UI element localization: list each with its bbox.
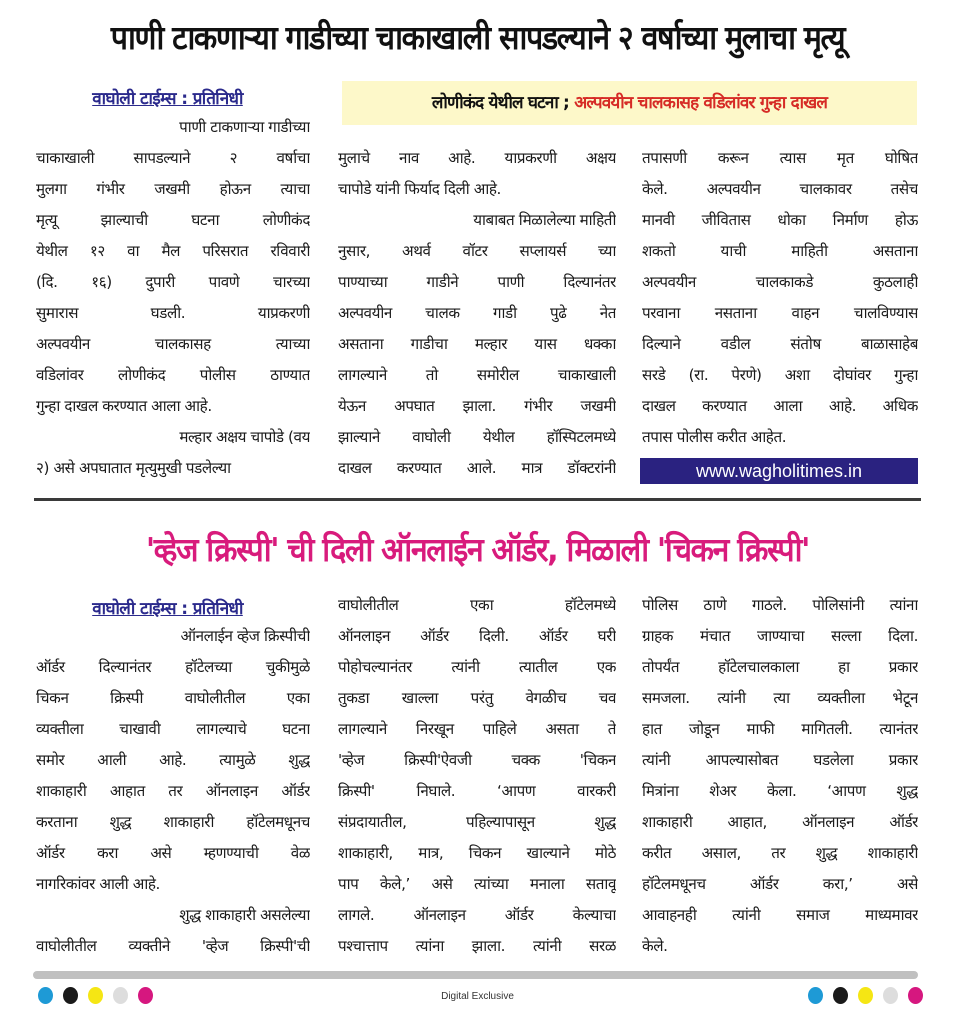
text-line: करताना शुद्ध शाकाहारी हॉटेलमधूनच	[36, 813, 310, 831]
text-line: पाप केले,’ असे त्यांच्या मनाला सतावू	[338, 875, 616, 893]
text-line: ऑनलाईन व्हेज क्रिस्पीची	[180, 627, 310, 645]
text-line: तुकडा खाल्ला परंतु वेगळीच चव	[338, 689, 616, 707]
text-line: शकतो याची माहिती असताना	[642, 242, 918, 260]
text-line: आवाहनही त्यांनी समाज माध्यमावर	[642, 906, 918, 924]
article1-headline: पाणी टाकणाऱ्या गाडीच्या चाकाखाली सापडल्याने २ वर्षाच्या मुलाचा मृत्यू	[110, 18, 845, 57]
text-line: असताना गाडीचा मल्हार यास धक्का	[338, 335, 616, 353]
text-line: चाकाखाली सापडल्याने २ वर्षाचा	[36, 149, 310, 167]
text-line: शाकाहारी, मात्र, चिकन खाल्याने मोठे	[338, 844, 616, 862]
text-line: शाकाहारी आहात, ऑनलाइन ऑर्डर	[642, 813, 918, 831]
article1-subhead	[342, 90, 917, 113]
footer-label: Digital Exclusive	[441, 991, 514, 1002]
text-line: दाखल करण्यात आला आहे. अधिक	[642, 397, 918, 415]
subhead-summary: अल्पवयीन चालकासह वडिलांवर गुन्हा दाखल	[574, 93, 828, 113]
text-line: 'व्हेज क्रिस्पी'ऐवजी चक्क 'चिकन	[338, 751, 616, 769]
text-line: ग्राहक मंचात जाण्याचा सल्ला दिला.	[642, 627, 918, 645]
article1-byline: वाघोली टाईम्स : प्रतिनिधी	[92, 89, 243, 109]
text-line: शुद्ध शाकाहारी असलेल्या	[179, 906, 310, 924]
article2-column-3	[642, 590, 918, 962]
text-line: पश्चात्ताप त्यांना झाला. त्यांनी सरळ	[338, 937, 616, 955]
subhead-location: लोणीकंद येथील घटना ;	[431, 93, 570, 113]
text-line: केले.	[642, 937, 668, 955]
text-line: मित्रांना शेअर केला. ‘आपण शुद्ध	[642, 782, 918, 800]
text-line: नागरिकांवर आली आहे.	[36, 875, 160, 893]
footer-bar	[33, 971, 918, 979]
text-line: पाण्याच्या गाडीने पाणी दिल्यानंतर	[338, 273, 616, 291]
text-line: सुमारास घडली. याप्रकरणी	[36, 304, 310, 322]
text-line: संप्रदायातील, पहिल्यापासून शुद्ध	[338, 813, 616, 831]
text-line: हॉटेलमधूनच ऑर्डर करा,’ असे	[642, 875, 918, 893]
text-line: ऑर्डर दिल्यानंतर हॉटेलच्या चुकीमुळे	[36, 658, 310, 676]
text-line: झाल्याने वाघोली येथील हॉस्पिटलमध्ये	[338, 428, 616, 446]
text-line: तपासणी करून त्यास मृत घोषित	[642, 149, 918, 167]
article2-column-2	[338, 590, 616, 962]
text-line: समजला. त्यांनी त्या व्यक्तीला भेटून	[642, 689, 918, 707]
article1-column-3	[642, 143, 918, 453]
article2-column-1	[36, 621, 310, 962]
text-line: (दि. १६) दुपारी पावणे चारच्या	[36, 273, 310, 291]
text-line: लागल्याने निरखून पाहिले असता ते	[338, 720, 616, 738]
text-line: लागल्याने तो समोरील चाकाखाली	[338, 366, 616, 384]
text-line: सरडे (रा. पेरणे) अशा दोघांवर गुन्हा	[642, 366, 918, 384]
article1-column-2	[338, 143, 616, 484]
text-line: शाकाहारी आहात तर ऑनलाइन ऑर्डर	[36, 782, 310, 800]
text-line: समोर आली आहे. त्यामुळे शुद्ध	[36, 751, 310, 769]
text-line: नुसार, अथर्व वॉटर सप्लायर्स च्या	[338, 242, 616, 260]
text-line: तोपर्यंत हॉटेलचालकाला हा प्रकार	[642, 658, 918, 676]
text-line: क्रिस्पी' निघाले. ‘आपण वारकरी	[338, 782, 616, 800]
text-line: वडिलांवर लोणीकंद पोलीस ठाण्यात	[36, 366, 310, 384]
text-line: येथील १२ वा मैल परिसरात रविवारी	[36, 242, 310, 260]
text-line: अल्पवयीन चालकासह त्याच्या	[36, 335, 310, 353]
text-line: परवाना नसताना वाहन चालविण्यास	[642, 304, 918, 322]
section-divider	[34, 498, 921, 501]
text-line: चापोडे यांनी फिर्याद दिली आहे.	[338, 180, 501, 198]
text-line: २) असे अपघातात मृत्युमुखी पडलेल्या	[36, 459, 231, 477]
website-url-bar[interactable]: www.wagholitimes.in	[640, 458, 918, 484]
text-line: मुलगा गंभीर जखमी होऊन त्याचा	[36, 180, 310, 198]
article2-byline: वाघोली टाईम्स : प्रतिनिधी	[92, 599, 243, 619]
text-line: दिल्याने वडील संतोष बाळासाहेब	[642, 335, 918, 353]
text-line: हात जोडून माफी मागितली. त्यानंतर	[642, 720, 918, 738]
text-line: मुलाचे नाव आहे. याप्रकरणी अक्षय	[338, 149, 616, 167]
text-line: मल्हार अक्षय चापोडे (वय	[179, 428, 310, 446]
text-line: ऑनलाइन ऑर्डर दिली. ऑर्डर घरी	[338, 627, 616, 645]
text-line: अल्पवयीन चालकाकडे कुठलाही	[642, 273, 918, 291]
text-line: याबाबत मिळालेल्या माहिती	[473, 211, 616, 229]
text-line: पोलिस ठाणे गाठले. पोलिसांनी त्यांना	[642, 596, 918, 614]
article2-headline: 'व्हेज क्रिस्पी' ची दिली ऑनलाईन ऑर्डर, मिळाली 'चिकन क्रिस्पी'	[145, 530, 810, 569]
text-line: येऊन अपघात झाला. गंभीर जखमी	[338, 397, 616, 415]
text-line: पोहोचल्यानंतर त्यांनी त्यातील एक	[338, 658, 616, 676]
text-line: वाघोलीतील एका हॉटेलमध्ये	[338, 596, 616, 614]
text-line: पाणी टाकणाऱ्या गाडीच्या	[179, 118, 310, 136]
text-line: मृत्यू झाल्याची घटना लोणीकंद	[36, 211, 310, 229]
text-line: तपास पोलीस करीत आहेत.	[642, 428, 787, 446]
text-line: गुन्हा दाखल करण्यात आला आहे.	[36, 397, 212, 415]
text-line: ऑर्डर करा असे म्हणण्याची वेळ	[36, 844, 310, 862]
text-line: दाखल करण्यात आले. मात्र डॉक्टरांनी	[338, 459, 616, 477]
text-line: केले. अल्पवयीन चालकावर तसेच	[642, 180, 918, 198]
text-line: करीत असाल, तर शुद्ध शाकाहारी	[642, 844, 918, 862]
text-line: मानवी जीवितास धोका निर्माण होऊ	[642, 211, 918, 229]
text-line: लागले. ऑनलाइन ऑर्डर केल्याचा	[338, 906, 616, 924]
text-line: त्यांनी आपल्यासोबत घडलेला प्रकार	[642, 751, 918, 769]
text-line: चिकन क्रिस्पी वाघोलीतील एका	[36, 689, 310, 707]
text-line: अल्पवयीन चालक गाडी पुढे नेत	[338, 304, 616, 322]
text-line: व्यक्तीला चाखावी लागल्याचे घटना	[36, 720, 310, 738]
text-line: वाघोलीतील व्यक्तीने 'व्हेज क्रिस्पी'ची	[36, 937, 310, 955]
article1-column-1	[36, 112, 310, 484]
